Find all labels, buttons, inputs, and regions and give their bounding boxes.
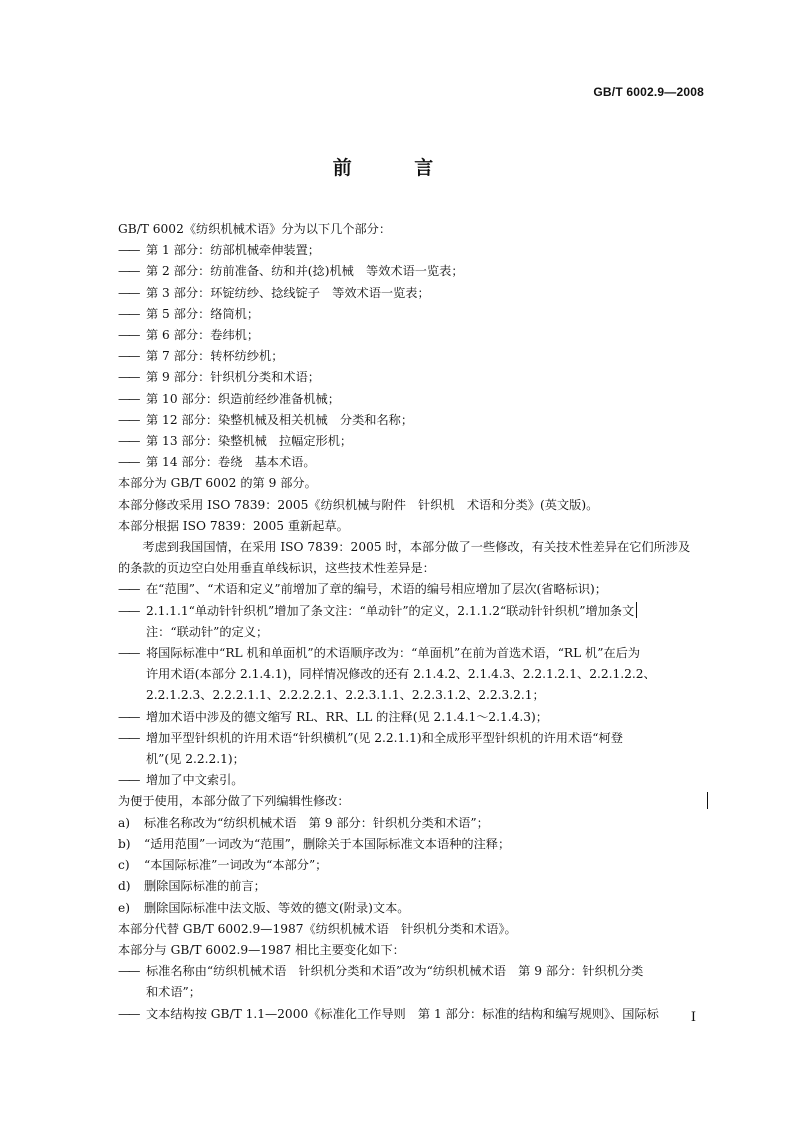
- list-item: d) 删除国际标准的前言；: [118, 879, 266, 894]
- list-item: —— 第 7 部分：转杯纺纱机；: [118, 349, 284, 364]
- editorial-list: [118, 813, 706, 919]
- list-item-continuation: 注：“联动针”的定义；: [146, 624, 269, 639]
- changes-list: [118, 961, 706, 1025]
- list-item: e) 删除国际标准中法文版、等效的德文(附录)文本。: [118, 900, 410, 915]
- list-item: —— 增加平型针织机的许用术语“针织横机”(见 2.2.1.1)和全成形平型针织机的许用术语“柯登: [118, 730, 623, 745]
- list-item: b) “适用范围”一词改为“范围”，删除关于本国际标准文本语种的注释；: [118, 836, 511, 851]
- list-item: —— 第 2 部分：纺前准备、纺和并(捻)机械 等效术语一览表；: [118, 264, 464, 279]
- compare-intro: 本部分与 GB/T 6002.9—1987 相比主要变化如下：: [118, 942, 405, 957]
- change-bar: [636, 602, 637, 618]
- list-item: —— 文本结构按 GB/T 1.1—2000《标准化工作导则 第 1 部分：标准的结构和编写规则》、国际标: [118, 1006, 659, 1021]
- statement-line: 本部分修改采用 ISO 7839：2005《纺织机械与附件 针织机 术语和分类》(英文版)。: [118, 497, 599, 512]
- page-title: 前 言: [332, 157, 462, 179]
- list-item-continuation: 和术语”；: [146, 985, 201, 1000]
- list-item: c) “本国际标准”一词改为“本部分”；: [118, 858, 328, 873]
- list-item: a) 标准名称改为“纺织机械术语 第 9 部分：针织机分类和术语”；: [118, 815, 489, 830]
- parts-list: [118, 240, 706, 473]
- statement-line: 本部分根据 ISO 7839：2005 重新起草。: [118, 518, 349, 533]
- list-item-continuation: 2.2.1.2.3、2.2.2.1.1、2.2.2.2.1、2.2.3.1.1、2.2.3.1.2、2.2.3.2.1；: [146, 688, 545, 703]
- standard-code: GB/T 6002.9—2008: [593, 85, 704, 99]
- list-item: —— 第 9 部分：针织机分类和术语；: [118, 370, 320, 385]
- list-item: —— 第 12 部分：染整机械及相关机械 分类和名称；: [118, 412, 414, 427]
- list-item-continuation: 机”(见 2.2.2.1)；: [146, 752, 245, 767]
- list-item: —— 标准名称由“纺织机械术语 针织机分类和术语”改为“纺织机械术语 第 9 部分：针织机分类: [118, 964, 644, 979]
- list-item: —— 第 3 部分：环锭纺纱、捻线锭子 等效术语一览表；: [118, 285, 430, 300]
- list-item: —— 将国际标准中“RL 机和单面机”的术语顺序改为：“单面机”在前为首选术语，“RL 机”在后为: [118, 646, 641, 661]
- list-item: —— 第 13 部分：染整机械 拉幅定形机；: [118, 434, 353, 449]
- list-item: —— 2.1.1.1“单动针针织机”增加了条文注：“单动针”的定义，2.1.1.2“联动针针织机”增加条文: [118, 601, 706, 622]
- tech-diff-list: [118, 579, 706, 791]
- list-item: —— 第 14 部分：卷绕 基本术语。: [118, 455, 316, 470]
- list-item: —— 第 6 部分：卷纬机；: [118, 328, 260, 343]
- list-item-continuation: 许用术语(本部分 2.1.4.1)，同样情况修改的还有 2.1.4.2、2.1.4.3、2.2.1.2.1、2.2.1.2.2、: [146, 667, 656, 682]
- replaces-line: 本部分代替 GB/T 6002.9—1987《纺织机械术语 针织机分类和术语》。: [118, 921, 517, 936]
- statement-line: 本部分为 GB/T 6002 的第 9 部分。: [118, 476, 317, 491]
- list-item: —— 增加了中文索引。: [118, 773, 244, 788]
- page-number: I: [690, 1010, 696, 1025]
- foreword-body: [118, 219, 706, 1025]
- list-item: —— 增加术语中涉及的德文缩写 RL、RR、LL 的注释(见 2.1.4.1～2.1.4.3)；: [118, 709, 548, 724]
- list-item: —— 第 1 部分：纺部机械牵伸装置；: [118, 243, 320, 258]
- intro-line: GB/T 6002《纺织机械术语》分为以下几个部分：: [118, 222, 392, 236]
- list-item: —— 第 5 部分：络筒机；: [118, 306, 260, 321]
- editorial-intro: 为便于使用，本部分做了下列编辑性修改：: [118, 794, 350, 809]
- margin-change-bar: [707, 792, 708, 809]
- consider-paragraph-line1: 考虑到我国国情，在采用 ISO 7839：2005 时，本部分做了一些修改，有关技术性差异在它们所涉及: [142, 540, 691, 555]
- consider-paragraph-line2: 的条款的页边空白处用垂直单线标识，这些技术性差异是：: [118, 561, 435, 576]
- list-item: —— 在“范围”、“术语和定义”前增加了章的编号，术语的编号相应增加了层次(省略标识)；: [118, 582, 607, 597]
- list-item: —— 第 10 部分：织造前经纱准备机械；: [118, 391, 340, 406]
